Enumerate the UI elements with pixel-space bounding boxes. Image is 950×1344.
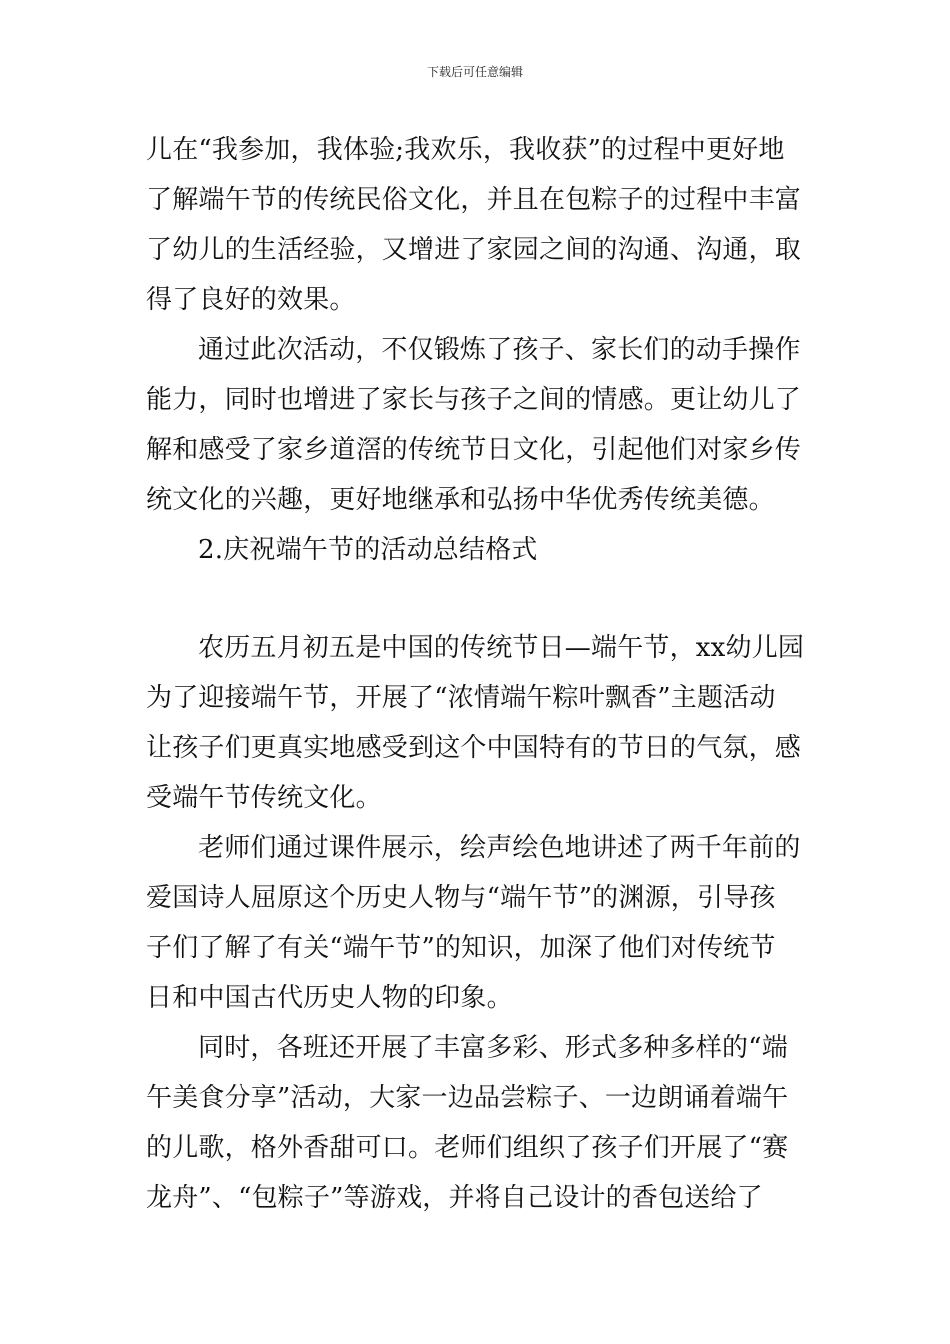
body-line: 午美食分享”活动，大家一边品尝粽子、一边朗诵着端午: [146, 1083, 789, 1113]
body-line: 农历五月初五是中国的传统节日—端午节，xx幼儿园: [198, 633, 805, 663]
body-line: 为了迎接端午节，开展了“浓情端午粽叶飘香”主题活动: [146, 683, 776, 713]
body-line: 了解端午节的传统民俗文化，并且在包粽子的过程中丰富: [146, 185, 802, 215]
body-line: 能力，同时也增进了家长与孩子之间的情感。更让幼儿了: [146, 385, 802, 415]
body-line: 让孩子们更真实地感受到这个中国特有的节日的气氛，感: [146, 733, 802, 763]
body-line: 受端午节传统文化。: [146, 783, 382, 813]
body-line: 日和中国古代历史人物的印象。: [146, 983, 513, 1013]
body-line: 龙舟”、“包粽子”等游戏，并将自己设计的香包送给了: [146, 1183, 763, 1213]
body-line: 的儿歌，格外香甜可口。老师们组织了孩子们开展了“赛: [146, 1133, 789, 1163]
page-header: 下载后可任意编辑: [426, 65, 523, 79]
body-line: 爱国诗人屈原这个历史人物与“端午节”的渊源，引导孩: [146, 883, 776, 913]
body-line: 解和感受了家乡道滘的传统节日文化，引起他们对家乡传: [146, 435, 802, 465]
body-line: 儿在“我参加，我体验;我欢乐，我收获”的过程中更好地: [146, 135, 785, 165]
body-line: 同时，各班还开展了丰富多彩、形式多种多样的“端: [198, 1033, 788, 1063]
body-line: 统文化的兴趣，更好地继承和弘扬中华优秀传统美德。: [146, 485, 775, 515]
body-line: 老师们通过课件展示，绘声绘色地讲述了两千年前的: [198, 833, 801, 863]
body-line: 通过此次活动，不仅锻炼了孩子、家长们的动手操作: [198, 335, 801, 365]
body-line: 子们了解了有关“端午节”的知识，加深了他们对传统节: [146, 933, 776, 963]
body-line: 得了良好的效果。: [146, 285, 356, 315]
body-line: 了幼儿的生活经验，又增进了家园之间的沟通、沟通，取: [146, 235, 802, 265]
section-heading: 2.庆祝端午节的活动总结格式: [198, 535, 538, 565]
